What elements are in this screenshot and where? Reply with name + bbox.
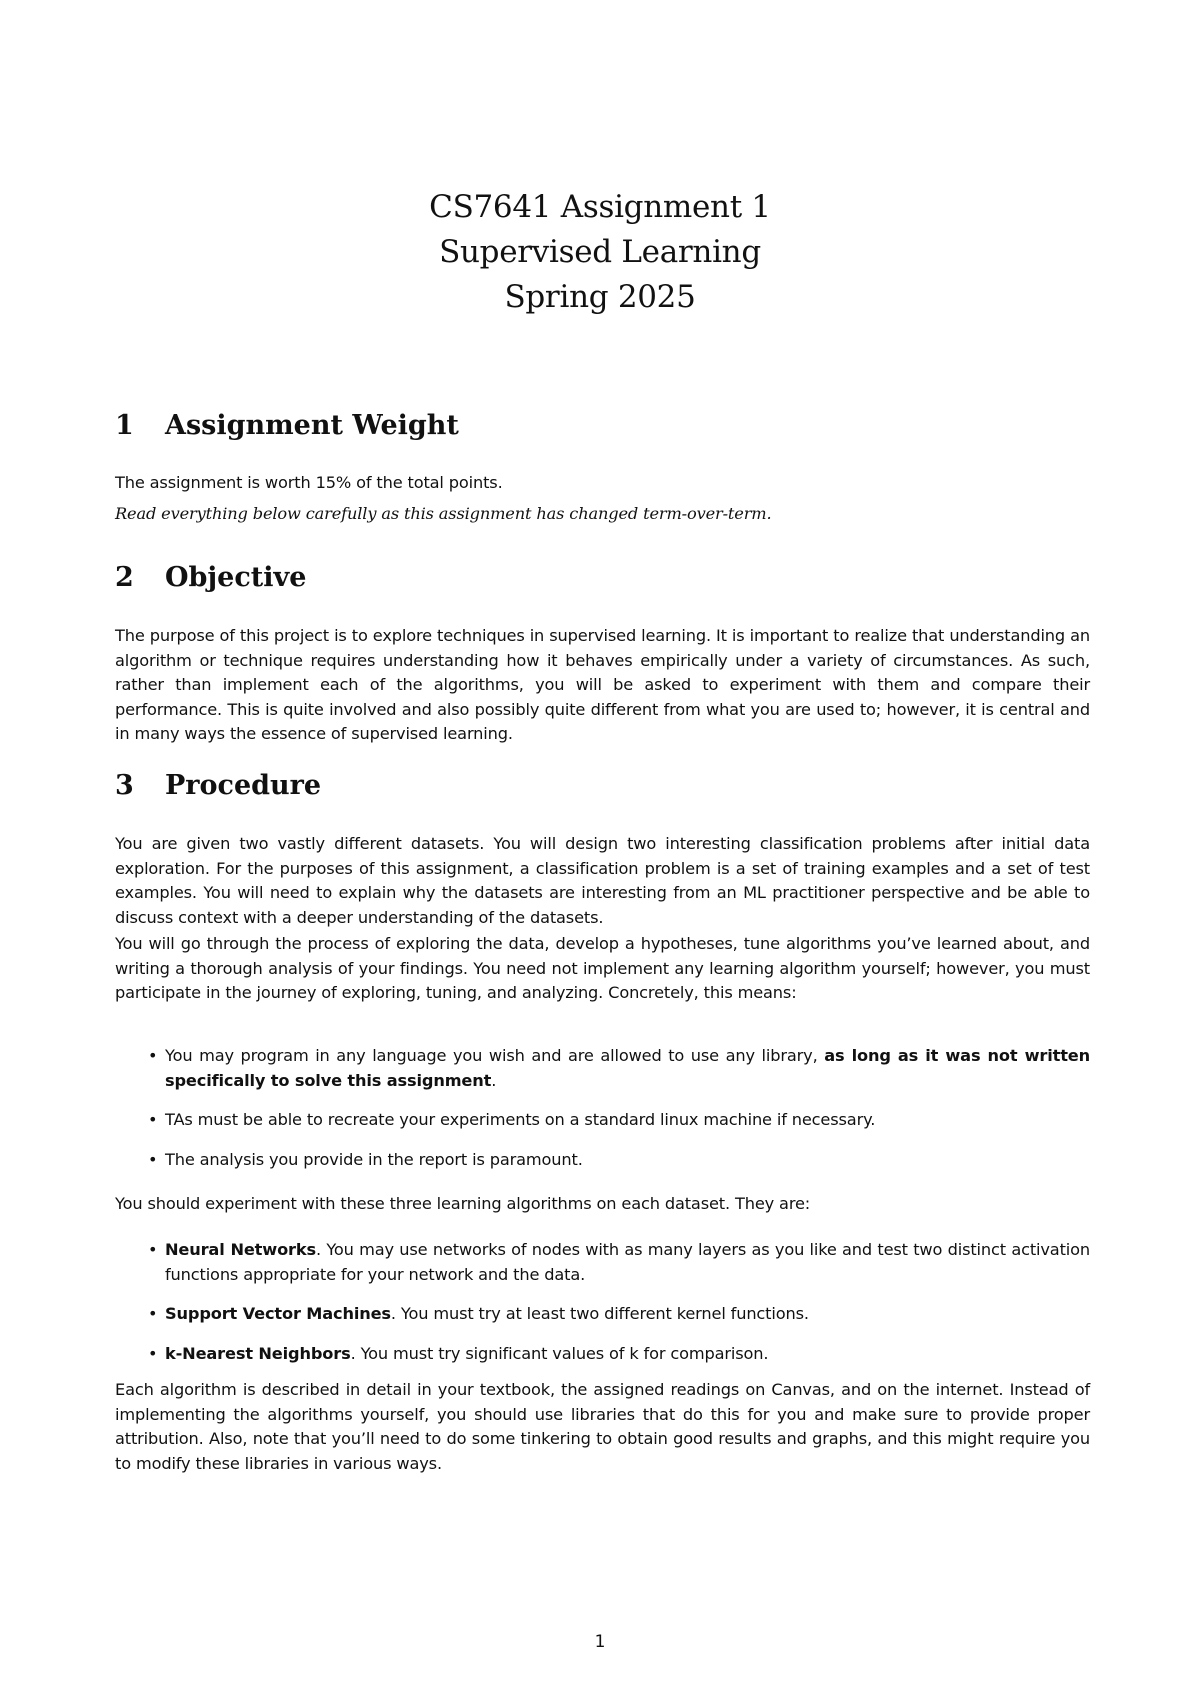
algorithm-name: k-Nearest Neighbors xyxy=(165,1343,351,1363)
section-heading-procedure xyxy=(115,770,321,801)
page-number: 1 xyxy=(594,1632,606,1652)
list-item xyxy=(115,1148,1090,1173)
bullet-icon: • xyxy=(148,1343,158,1363)
title-block xyxy=(0,185,1200,320)
weight-note: Read everything below carefully as this assignment has changed term-over-term. xyxy=(115,504,772,523)
procedure-paragraph-3: You should experiment with these three learning algorithms on each dataset. They are: xyxy=(115,1194,811,1213)
list-item-text: TAs must be able to recreate your experiments on a standard linux machine if necessary. xyxy=(165,1110,876,1129)
list-item xyxy=(115,1302,1090,1327)
objective-paragraph: The purpose of this project is to explore techniques in supervised learning. It is important to realize that understanding an algorithm or technique requires understanding how it behaves empirically under a variety of circumstances. As such, rather than implement each of the algorithms, you will be asked to experiment with them and compare their performance. This is quite involved and also possibly quite different from what you are used to; however, it is central and in many ways the essence of supervised learning. xyxy=(115,626,1090,743)
list-item-tail: . xyxy=(491,1070,497,1090)
list-item xyxy=(115,1342,1090,1367)
algorithms-list xyxy=(115,1238,1090,1381)
requirements-list xyxy=(115,1044,1090,1187)
procedure-paragraph-4: Each algorithm is described in detail in your textbook, the assigned readings on Canvas, and on the internet. Instead of implementing the algorithms yourself, you should use libraries that do this for you and make sure to provide proper attribution. Also, note that you’ll need to do some tinkering to obtain good results and graphs, and this might require you to modify these libraries in various ways. xyxy=(115,1380,1090,1473)
procedure-paragraph-2: You will go through the process of exploring the data, develop a hypotheses, tune algorithms you’ve learned about, and writing a thorough analysis of your findings. You need not implement any learning algorithm yourself; however, you must participate in the journey of exploring, tuning, and analyzing. Concretely, this means: xyxy=(115,934,1090,1002)
title-term: Spring 2025 xyxy=(504,279,696,315)
list-item-text: The analysis you provide in the report is paramount. xyxy=(165,1149,583,1169)
title-course: CS7641 Assignment 1 xyxy=(429,189,771,225)
section-number: 1 xyxy=(115,410,134,441)
bullet-icon: • xyxy=(148,1110,158,1129)
list-item xyxy=(115,1044,1090,1093)
bullet-icon: • xyxy=(148,1240,158,1259)
section-title: Procedure xyxy=(165,770,322,801)
list-item xyxy=(115,1238,1090,1287)
list-item-emphasis: as long as it was not written specifically to solve this assignment xyxy=(165,1046,1091,1090)
list-item xyxy=(115,1108,1090,1133)
section-title: Objective xyxy=(165,562,307,593)
bullet-icon: • xyxy=(148,1304,158,1323)
algorithm-name: Support Vector Machines xyxy=(165,1304,391,1323)
list-item-text: . You must try at least two different kernel functions. xyxy=(390,1304,809,1323)
section-heading-objective xyxy=(115,562,306,593)
section-title: Assignment Weight xyxy=(165,410,459,441)
title-topic: Supervised Learning xyxy=(439,234,761,270)
section-heading-weight xyxy=(115,410,459,441)
algorithm-name: Neural Networks xyxy=(165,1240,316,1259)
bullet-icon: • xyxy=(148,1046,158,1065)
list-item-text: . You may use networks of nodes with as many layers as you like and test two distinct activation functions appropriate for your network and the data. xyxy=(165,1240,1090,1284)
section-number: 3 xyxy=(115,770,134,801)
weight-text: The assignment is worth 15% of the total points. xyxy=(115,473,503,492)
procedure-paragraph-1: You are given two vastly different datasets. You will design two interesting classification problems after initial data exploration. For the purposes of this assignment, a classification problem is a set of training examples and a set of test examples. You will need to explain why the datasets are interesting from an ML practitioner perspective and be able to discuss context with a deeper understanding of the datasets. xyxy=(115,834,1090,927)
list-item-text: . You must try significant values of k for comparison. xyxy=(350,1343,769,1363)
section-number: 2 xyxy=(115,562,134,593)
list-item-text: You may program in any language you wish and are allowed to use any library, xyxy=(165,1046,825,1065)
bullet-icon: • xyxy=(148,1149,158,1169)
